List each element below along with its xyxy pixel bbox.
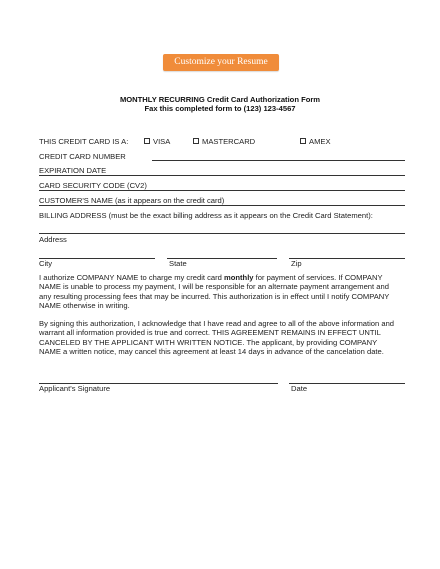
customer-name-label: CUSTOMER'S NAME (as it appears on the credit card) (39, 196, 225, 205)
security-code-field[interactable] (39, 190, 405, 191)
authorization-paragraph: I authorize COMPANY NAME to charge my credit card monthly for payment of services. If COMPANY NAME is unable to process my payment, I will be responsible for an alternate payment arrangement and any resulting processing fees that may be incurred. This authorization is in effect until I notify COMPANY NAME otherwise in writing. (39, 273, 390, 311)
acknowledgement-paragraph: By signing this authorization, I acknowledge that I have read and agree to all of the above information and warrant all information provided is true and correct. THIS AGREEMENT REMAINS IN EFFECT UNTIL CANCELED BY THE APPLICANT WITH WRITTEN NOTICE. The applicant, by providing COMPANY NAME a written notice, may cancel this agreement at least 14 days in advance of the cancelation date. (39, 319, 395, 357)
address-label: Address (39, 235, 67, 244)
customize-resume-button[interactable]: Customize your Resume (163, 54, 279, 71)
amex-option[interactable] (300, 137, 331, 146)
card-number-field[interactable] (152, 160, 405, 161)
card-type-label: THIS CREDIT CARD IS A: (39, 137, 129, 146)
customer-name-field[interactable] (39, 205, 405, 206)
signature-label: Applicant's Signature (39, 384, 111, 393)
visa-label: VISA (153, 137, 171, 146)
expiration-field[interactable] (39, 175, 405, 176)
city-field[interactable] (39, 258, 155, 259)
zip-field[interactable] (289, 258, 405, 259)
expiration-label: EXPIRATION DATE (39, 166, 107, 175)
amex-label: AMEX (309, 137, 331, 146)
security-code-label: CARD SECURITY CODE (CV2) (39, 181, 147, 190)
form-title: MONTHLY RECURRING Credit Card Authorization Form (119, 95, 321, 104)
form-subtitle: Fax this completed form to (123) 123-4567 (144, 104, 296, 113)
visa-option[interactable] (144, 137, 170, 146)
mastercard-checkbox[interactable] (193, 138, 199, 144)
zip-label: Zip (291, 259, 302, 268)
city-label: City (39, 259, 53, 268)
amex-checkbox[interactable] (300, 138, 306, 144)
billing-address-label: BILLING ADDRESS (must be the exact billing address as it appears on the Credit Card Statement): (39, 211, 373, 220)
mastercard-option[interactable] (193, 137, 255, 146)
date-label: Date (291, 384, 308, 393)
address-field[interactable] (39, 233, 405, 234)
card-number-label: CREDIT CARD NUMBER (39, 152, 126, 161)
mastercard-label: MASTERCARD (202, 137, 256, 146)
visa-checkbox[interactable] (144, 138, 150, 144)
state-label: State (169, 259, 187, 268)
